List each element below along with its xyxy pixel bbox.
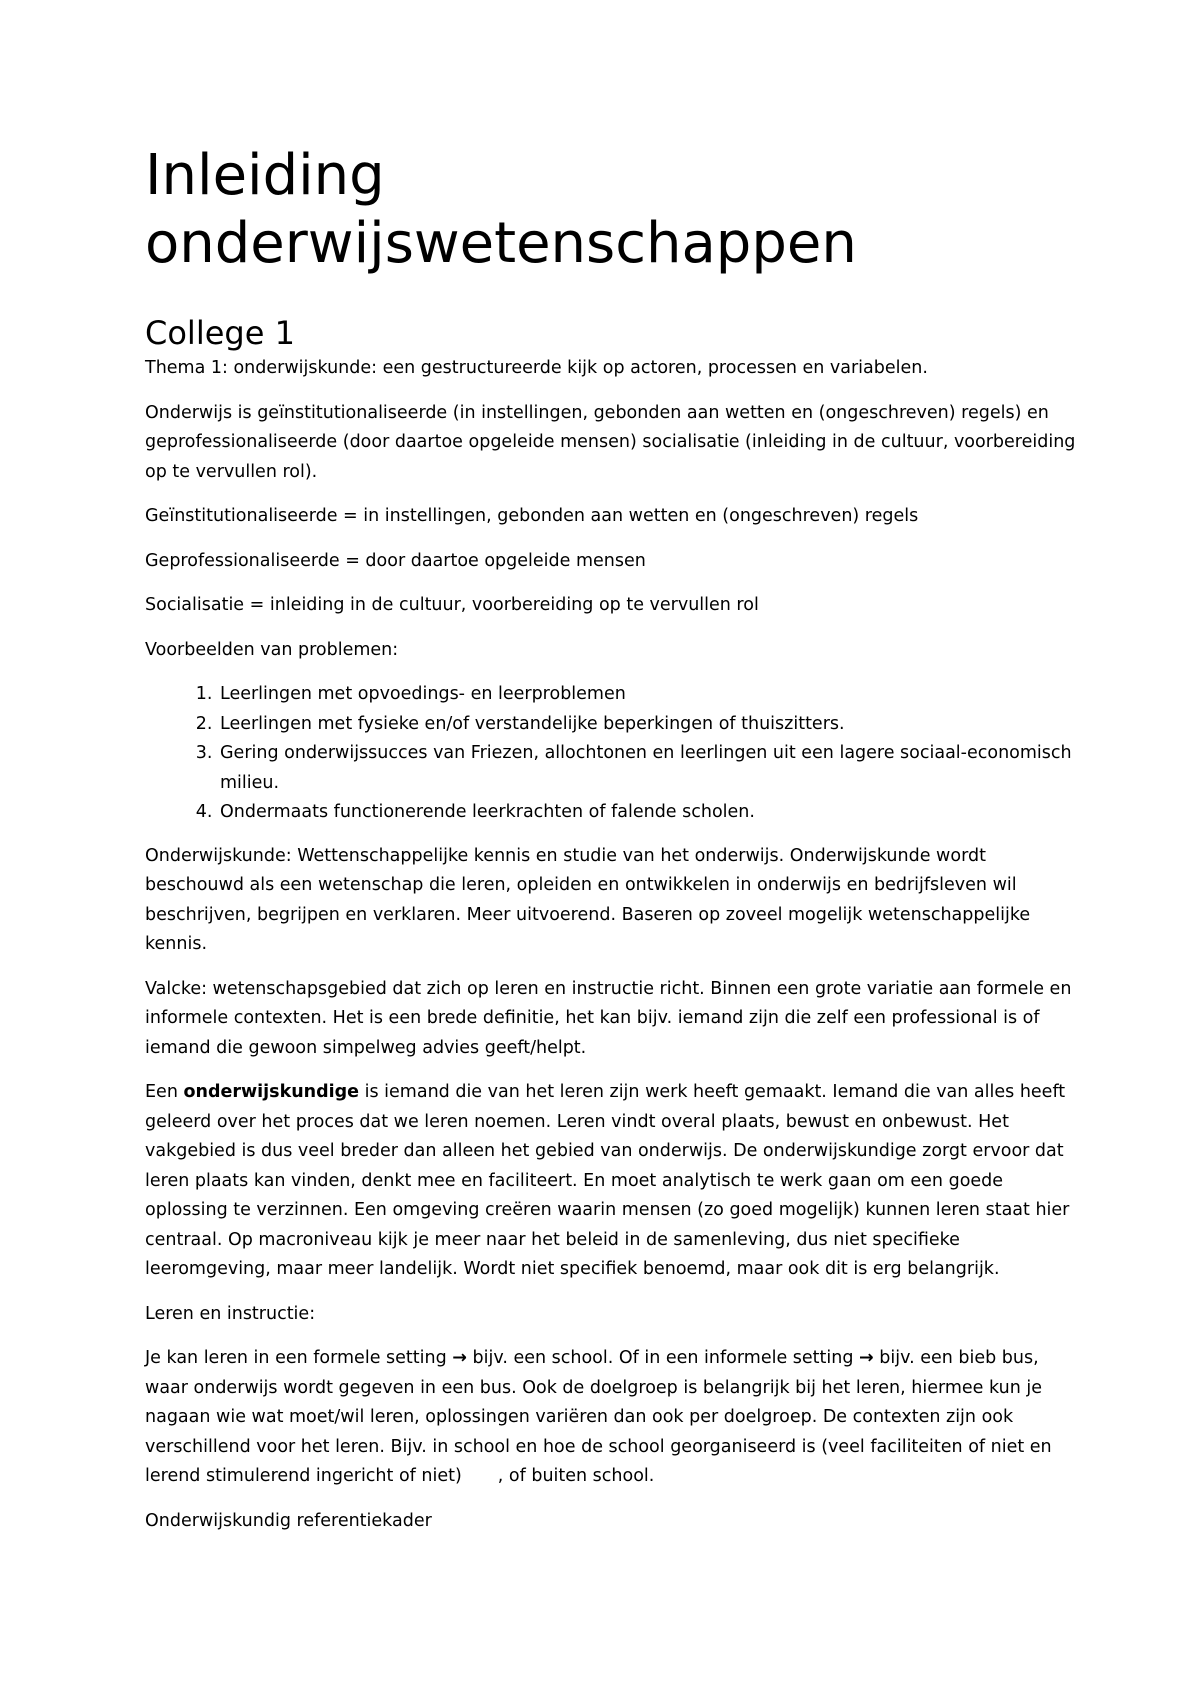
paragraph-definition-2: Geprofessionaliseerde = door daartoe opgeleide mensen [145,550,646,571]
text-segment: bijv. een bieb bus, waar onderwijs wordt gegeven in een bus. Ook de doelgroep is belangrijk bij het leren, hiermee kun je nagaan wie wat moet/wil leren, oplossingen variëren dan ook per doelgroep. De contexten zijn ook verschillend voor het leren. Bijv. in school en hoe de school georganiseerd is (veel faciliteiten of niet en lerend stimulerend ingericht of niet) [145,1348,1052,1486]
paragraph-voorbeelden: Voorbeelden van problemen: [145,639,399,660]
document-title [145,142,1085,278]
paragraph-valcke: Valcke: wetenschapsgebied dat zich op leren en instructie richt. Binnen een grote variatie aan formele en informele contexten. Het is een brede definitie, het kan bijv. iemand zijn die zelf een professional is of iemand die gewoon simpelweg advies geeft/helpt. [145,978,1072,1058]
list-item: 4. Ondermaats functionerende leerkrachten of falende scholen. [218,798,1085,828]
title-line-2: onderwijswetenschappen [145,211,857,276]
paragraph-onderwijskundige [145,1078,1085,1285]
bold-term: onderwijskundige [183,1082,360,1102]
list-item: 1. Leerlingen met opvoedings- en leerproblemen [218,680,1085,710]
arrow-right-icon: → [859,1348,874,1368]
heading-college: College 1 [145,314,295,352]
list-item: 3. Gering onderwijssucces van Friezen, allochtonen en leerlingen uit een lagere sociaal-economisch milieu. [218,739,1085,798]
text-segment: is iemand die van het leren zijn werk heeft gemaakt. Iemand die van alles heeft geleerd over het proces dat we leren noemen. Leren vindt overal plaats, bewust en onbewust. Het vakgebied is dus veel breder dan alleen het gebied van onderwijs. De onderwijskundige zorgt ervoor dat leren plaats kan vinden, denkt mee en faciliteert. En moet analytisch te werk gaan om een goede oplossing te verzinnen. Een omgeving creëren waarin mensen (zo goed mogelijk) kunnen leren staat hier centraal. Op macroniveau kijk je meer naar het beleid in de samenleving, dus niet specifieke leeromgeving, maar meer landelijk. Wordt niet specifiek benoemd, maar ook dit is erg belangrijk. [145,1082,1070,1279]
paragraph-definition-3: Socialisatie = inleiding in de cultuur, voorbereiding op te vervullen rol [145,595,759,615]
paragraph-settings [145,1344,1085,1492]
document-body [145,142,1085,1551]
text-segment: , of buiten school. [497,1466,655,1486]
problems-list [145,680,1085,828]
title-line-1: Inleiding [145,143,385,208]
text-segment: bijv. een school. Of in een informele setting [466,1348,860,1368]
text-segment: Een [145,1082,184,1102]
paragraph-onderwijs: Onderwijs is geïnstitutionaliseerde (in instellingen, gebonden aan wetten en (ongeschreven) regels) en geprofessionaliseerde (door daartoe opgeleide mensen) socialisatie (inleiding in de cultuur, voorbereiding op te vervullen rol). [145,402,1076,482]
paragraph-leren-instructie: Leren en instructie: [145,1303,316,1324]
arrow-right-icon: → [452,1348,467,1368]
text-segment: Je kan leren in een formele setting [145,1348,453,1368]
paragraph-thema: Thema 1: onderwijskunde: een gestructureerde kijk op actoren, processen en variabelen. [145,358,928,378]
paragraph-definition-1: Geïnstitutionaliseerde = in instellingen, gebonden aan wetten en (ongeschreven) regels [145,506,919,526]
paragraph-onderwijskunde: Onderwijskunde: Wettenschappelijke kennis en studie van het onderwijs. Onderwijskunde wordt beschouwd als een wetenschap die leren, opleiden en ontwikkelen in onderwijs en bedrijfsleven wil beschrijven, begrijpen en verklaren. Meer uitvoerend. Baseren op zoveel mogelijk wetenschappelijke kennis. [145,845,1031,954]
paragraph-referentiekader: Onderwijskundig referentiekader [145,1510,432,1531]
list-item: 2. Leerlingen met fysieke en/of verstandelijke beperkingen of thuiszitters. [218,710,1085,740]
